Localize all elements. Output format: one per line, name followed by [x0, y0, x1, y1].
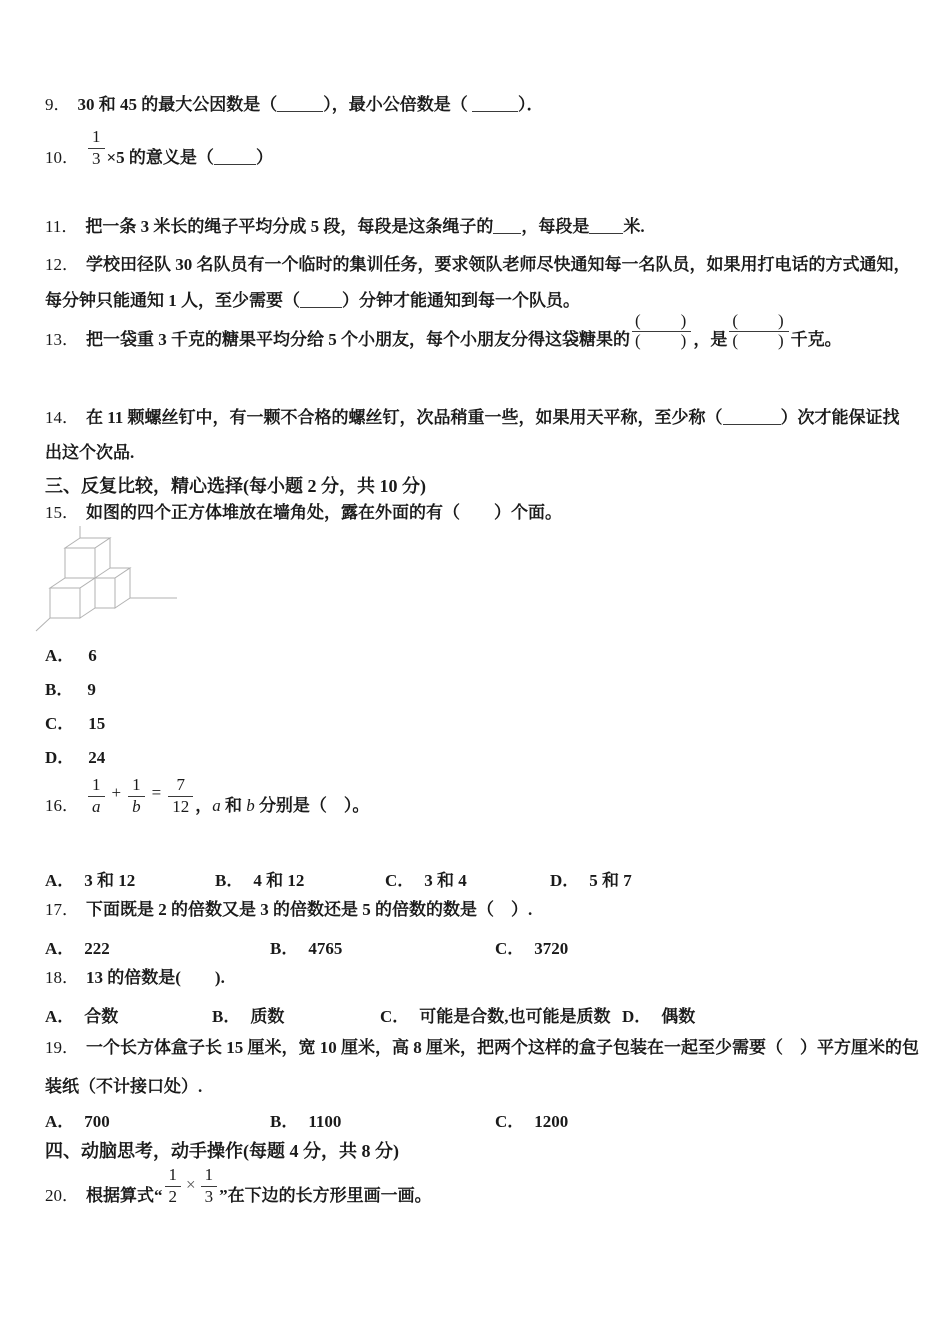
question-text: ），最小公倍数是（: [323, 95, 472, 114]
choice-label: B．: [212, 1007, 241, 1026]
choice-d: [550, 866, 632, 891]
choice-text: 3720: [534, 939, 569, 958]
choice-b: [270, 934, 342, 959]
question-text: 一个长方体盒子长 15 厘米，宽 10 厘米，高 8 厘米，把两个这样的盒子包装在一起至少需要（ ）平方厘米的包: [86, 1038, 919, 1057]
choice-label: A．: [45, 646, 75, 665]
fraction-blank: [729, 312, 788, 350]
choice-b: [45, 679, 96, 700]
choice-text: 质数: [250, 1007, 285, 1026]
choice-text: 可能是合数,也可能是质数: [419, 1007, 611, 1026]
question-text: ）次才能保证找: [780, 408, 900, 427]
question-text: 千克。: [790, 330, 842, 350]
fraction: [201, 1166, 218, 1206]
question-number: 11．: [45, 217, 79, 236]
question-text: ，: [195, 796, 213, 816]
choice-d: [622, 1002, 695, 1027]
fraction-numerator: 1: [132, 775, 141, 794]
choice-label: C．: [385, 871, 415, 890]
question-12-line-1: [45, 254, 911, 275]
question-18: [45, 967, 225, 988]
fraction-denominator: a: [88, 796, 105, 817]
fraction: [165, 1166, 182, 1206]
cube-front-face: [50, 588, 80, 618]
question-number: 9．: [45, 95, 71, 114]
choice-text: 3 和 12: [84, 871, 136, 890]
choice-c: [385, 866, 467, 891]
fill-blank: [300, 292, 342, 308]
fill-blank: [214, 149, 256, 165]
fraction-numerator: 1: [92, 775, 101, 794]
fill-blank: [472, 96, 518, 112]
choice-label: A．: [45, 1007, 75, 1026]
question-18-choices: [0, 1002, 950, 1024]
choice-text: 24: [88, 748, 106, 767]
question-9: [45, 94, 544, 115]
question-14-line-1: [45, 407, 900, 428]
multiply-operator: ×: [186, 1175, 196, 1195]
question-text: 30 和 45 的最大公因数是（: [77, 95, 278, 114]
question-16-choices: [0, 866, 950, 888]
question-number: 10．: [45, 148, 79, 168]
variable-a: a: [212, 796, 221, 816]
question-number: 20．: [45, 1186, 79, 1206]
choice-text: 700: [84, 1112, 110, 1131]
question-text: 在 11 颗螺丝钉中，有一颗不合格的螺丝钉，次品稍重一些，如果用天平称，至少称（: [86, 408, 723, 427]
choice-text: 1100: [308, 1112, 342, 1131]
question-text: 13 的倍数是( ).: [86, 968, 225, 987]
question-20: [45, 1166, 432, 1206]
question-text: 装纸（不计接口处）.: [45, 1077, 203, 1096]
fraction-denominator: b: [128, 796, 145, 817]
fraction-numerator: ( ): [635, 311, 689, 330]
choice-label: C．: [495, 939, 525, 958]
choice-text: 6: [88, 646, 97, 665]
question-number: 16．: [45, 796, 79, 816]
choice-label: A．: [45, 871, 75, 890]
choice-c: [45, 713, 105, 734]
choice-text: 222: [84, 939, 110, 958]
choice-b: [215, 866, 304, 891]
question-19-choices: [0, 1107, 950, 1129]
question-text: 出这个次品.: [45, 443, 135, 462]
question-17-choices: [0, 934, 950, 956]
question-19-line-2: [45, 1076, 202, 1097]
fraction-denominator: 12: [168, 796, 193, 817]
question-11: [45, 216, 645, 237]
choice-text: 3 和 4: [424, 871, 467, 890]
question-text: ”在下边的长方形里画一画。: [219, 1186, 432, 1206]
fraction-denominator: 3: [201, 1186, 218, 1207]
question-text: 学校田径队 30 名队员有一个临时的集训任务，要求领队老师尽快通知每一名队员，如果用打电话的方式通知，: [86, 255, 911, 274]
choice-text: 15: [88, 714, 106, 733]
choice-a: [45, 866, 135, 891]
question-text: [107, 147, 273, 168]
fill-blank: [723, 409, 781, 425]
question-text: 把一条 3 米长的绳子平均分成 5 段，每段是这条绳子的: [85, 217, 494, 236]
choice-text: 合数: [84, 1007, 119, 1026]
question-17: [45, 899, 532, 920]
fraction-denominator: ( ): [632, 331, 691, 351]
question-text: ）: [255, 148, 273, 168]
question-text: ）分钟才能通知到每一个队员。: [342, 291, 580, 310]
fill-blank: [493, 218, 521, 234]
question-12-line-2: [45, 290, 580, 311]
question-number: 13．: [45, 330, 79, 350]
question-text: ）．: [518, 95, 544, 114]
choice-d: [45, 747, 105, 768]
choice-label: B．: [45, 680, 74, 699]
cube-front-face: [65, 548, 95, 578]
equals-operator: =: [151, 783, 162, 803]
question-text: 如图的四个正方体堆放在墙角处，露在外面的有（ ）个面。: [86, 503, 562, 522]
choice-label: C．: [45, 714, 75, 733]
fill-blank: [589, 218, 623, 234]
question-text: ，每段是: [521, 217, 590, 236]
floor-corner-line: [36, 618, 50, 631]
choice-label: C．: [380, 1007, 410, 1026]
question-10: [45, 128, 273, 168]
choice-b: [212, 1002, 284, 1027]
question-number: 12．: [45, 255, 79, 274]
choice-text: 9: [87, 680, 96, 699]
fraction-numerator: 7: [176, 775, 185, 794]
choice-c: [380, 1002, 611, 1027]
choice-label: D．: [622, 1007, 652, 1026]
question-text: 根据算式“: [86, 1186, 163, 1206]
question-text: 和: [220, 796, 247, 816]
choice-a: [45, 1107, 110, 1132]
choice-label: A．: [45, 939, 75, 958]
choice-a: [45, 1002, 118, 1027]
question-text: ×5 的意义是（: [106, 148, 214, 168]
fraction-denominator: 2: [165, 1186, 182, 1207]
choice-label: C．: [495, 1112, 525, 1131]
question-15: [45, 502, 562, 523]
choice-text: 4 和 12: [253, 871, 305, 890]
fraction-numerator: 1: [92, 127, 101, 146]
choice-text: 1200: [534, 1112, 569, 1131]
choice-text: 4765: [308, 939, 343, 958]
stacked-cubes-figure: [25, 526, 195, 641]
choice-c: [495, 934, 568, 959]
question-14-line-2: [45, 442, 134, 463]
fraction: [88, 776, 105, 816]
choice-label: B．: [270, 939, 299, 958]
choice-label: D．: [45, 748, 75, 767]
fraction: [168, 776, 193, 816]
choice-a: [45, 934, 110, 959]
question-text: 米.: [623, 217, 645, 236]
choice-b: [270, 1107, 341, 1132]
choice-label: D．: [550, 871, 580, 890]
fraction: [128, 776, 145, 816]
choice-label: B．: [215, 871, 244, 890]
choice-label: A．: [45, 1112, 75, 1131]
question-text: 下面既是 2 的倍数又是 3 的倍数还是 5 的倍数的数是（ ）.: [86, 900, 533, 919]
fraction-numerator: 1: [168, 1165, 177, 1184]
fraction: [88, 128, 105, 168]
fraction-denominator: 3: [88, 148, 105, 169]
choice-a: [45, 645, 97, 666]
question-16: [45, 776, 369, 816]
variable-b: b: [246, 796, 255, 816]
choice-label: B．: [270, 1112, 299, 1131]
choice-text: 偶数: [661, 1007, 696, 1026]
plus-operator: +: [111, 783, 122, 803]
question-number: 14．: [45, 408, 79, 427]
section-3-heading: 三、反复比较，精心选择(每小题 2 分，共 10 分): [45, 476, 426, 496]
fill-blank: [277, 96, 323, 112]
fraction-numerator: 1: [204, 1165, 214, 1184]
question-text: 每分钟只能通知 1 人，至少需要（: [45, 291, 300, 310]
question-number: 15．: [45, 503, 79, 522]
fraction-numerator: ( ): [732, 311, 786, 330]
question-number: 18．: [45, 968, 79, 987]
question-13: [45, 312, 842, 350]
question-number: 19．: [45, 1038, 79, 1057]
question-text: [195, 795, 369, 816]
question-19-line-1: [45, 1037, 919, 1058]
question-text: ，是: [693, 330, 728, 350]
choice-text: 5 和 7: [589, 871, 632, 890]
question-text: 分别是（ ）。: [254, 796, 370, 816]
section-4-heading: 四、动脑思考，动手操作(每题 4 分，共 8 分): [45, 1141, 399, 1161]
choice-c: [495, 1107, 568, 1132]
question-number: 17．: [45, 900, 79, 919]
question-text: 把一袋重 3 千克的糖果平均分给 5 个小朋友，每个小朋友分得这袋糖果的: [86, 330, 630, 350]
fraction-blank: [632, 312, 691, 350]
fraction-denominator: ( ): [729, 331, 788, 351]
